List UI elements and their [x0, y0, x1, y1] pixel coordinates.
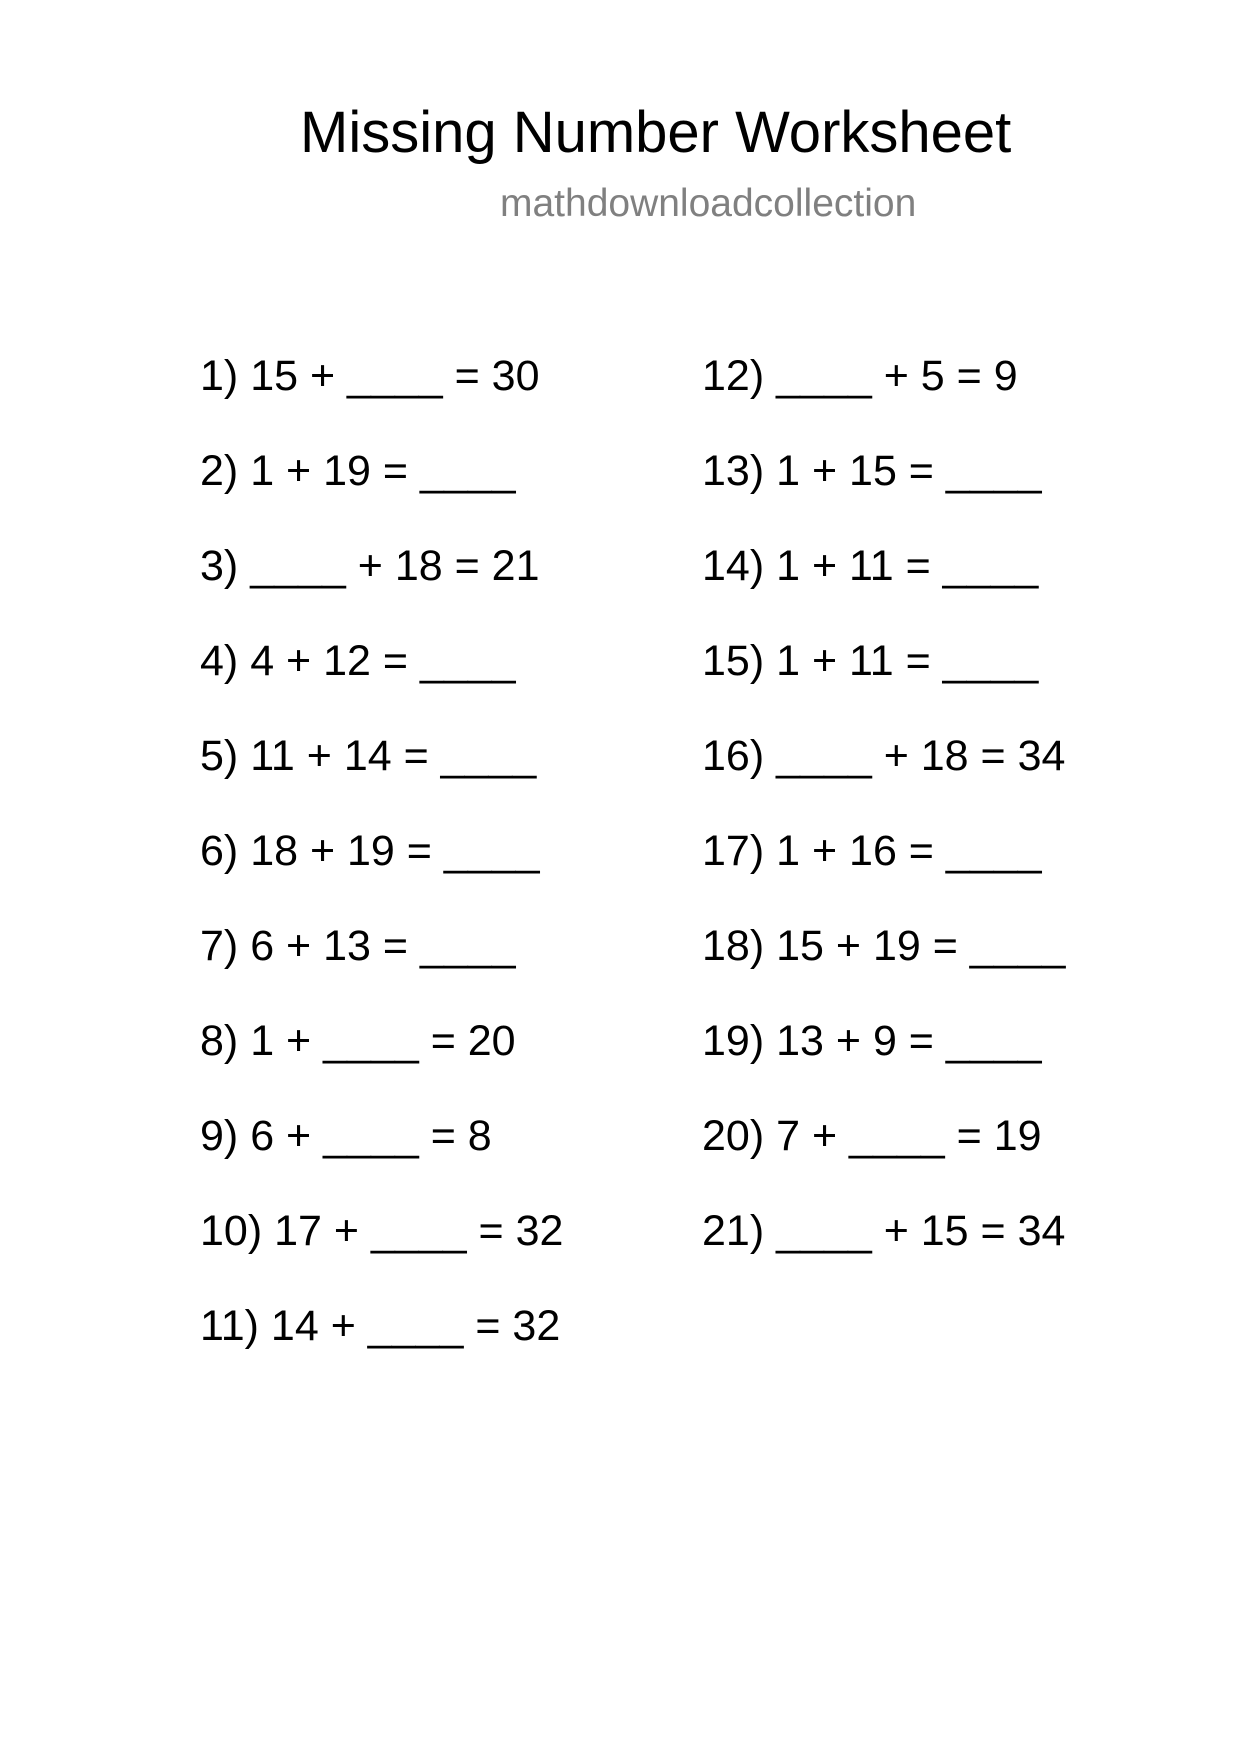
problem-number: 14) — [702, 542, 765, 590]
worksheet-subtitle: mathdownloadcollection — [500, 182, 917, 225]
problem-item — [702, 541, 1065, 636]
problem-item — [702, 1111, 1065, 1206]
problem-expression: 15 + ____ = 30 — [250, 352, 540, 400]
problem-number: 16) — [702, 732, 765, 780]
problem-item — [200, 921, 563, 1016]
problem-expression: 1 + 15 = ____ — [776, 447, 1042, 495]
problem-expression: ____ + 18 = 21 — [250, 542, 540, 590]
problem-expression: 7 + ____ = 19 — [776, 1112, 1042, 1160]
worksheet-title: Missing Number Worksheet — [300, 100, 1012, 165]
problem-item — [200, 1206, 563, 1301]
problem-expression: 6 + 13 = ____ — [250, 922, 516, 970]
problem-expression: 11 + 14 = ____ — [250, 732, 537, 780]
problem-number: 1) — [200, 352, 239, 400]
problem-number: 9) — [200, 1112, 239, 1160]
problem-expression: ____ + 5 = 9 — [776, 352, 1018, 400]
problem-item — [200, 1016, 563, 1111]
problem-number: 15) — [702, 637, 765, 685]
problem-expression: 4 + 12 = ____ — [250, 637, 516, 685]
problem-number: 11) — [200, 1302, 259, 1350]
problem-expression: 6 + ____ = 8 — [250, 1112, 492, 1160]
problem-number: 3) — [200, 542, 239, 590]
problem-expression: 1 + 11 = ____ — [776, 637, 1039, 685]
problem-item — [200, 731, 563, 826]
problem-item — [200, 636, 563, 731]
problem-number: 7) — [200, 922, 239, 970]
problem-number: 8) — [200, 1017, 239, 1065]
problem-item — [702, 351, 1065, 446]
problem-number: 17) — [702, 827, 765, 875]
problem-expression: 1 + 11 = ____ — [776, 542, 1039, 590]
problem-item — [200, 351, 563, 446]
problem-item — [702, 826, 1065, 921]
problem-item — [702, 446, 1065, 541]
problem-number: 12) — [702, 352, 765, 400]
problem-item — [200, 1301, 563, 1396]
problem-expression: 14 + ____ = 32 — [270, 1302, 561, 1350]
problem-expression: 17 + ____ = 32 — [274, 1207, 564, 1255]
problem-expression: 1 + 16 = ____ — [776, 827, 1042, 875]
problem-item — [200, 826, 563, 921]
problem-number: 2) — [200, 447, 239, 495]
problem-expression: ____ + 15 = 34 — [776, 1207, 1066, 1255]
problem-number: 6) — [200, 827, 239, 875]
problem-item — [200, 1111, 563, 1206]
problem-number: 10) — [200, 1207, 263, 1255]
problem-expression: 18 + 19 = ____ — [250, 827, 540, 875]
problem-number: 20) — [702, 1112, 765, 1160]
problem-expression: 1 + ____ = 20 — [250, 1017, 516, 1065]
problem-number: 4) — [200, 637, 239, 685]
problem-number: 18) — [702, 922, 765, 970]
problems-column-left — [200, 351, 563, 1396]
problem-expression: 13 + 9 = ____ — [776, 1017, 1042, 1065]
problem-expression: 15 + 19 = ____ — [776, 922, 1066, 970]
problem-number: 19) — [702, 1017, 765, 1065]
problem-item — [702, 1206, 1065, 1301]
problem-expression: 1 + 19 = ____ — [250, 447, 516, 495]
problem-item — [702, 921, 1065, 1016]
problem-item — [702, 731, 1065, 826]
problem-item — [200, 541, 563, 636]
problem-item — [702, 636, 1065, 731]
problems-column-right — [702, 351, 1065, 1301]
problem-number: 13) — [702, 447, 765, 495]
problem-number: 21) — [702, 1207, 765, 1255]
problem-item — [702, 1016, 1065, 1111]
problem-item — [200, 446, 563, 541]
problem-number: 5) — [200, 732, 239, 780]
problem-expression: ____ + 18 = 34 — [776, 732, 1066, 780]
